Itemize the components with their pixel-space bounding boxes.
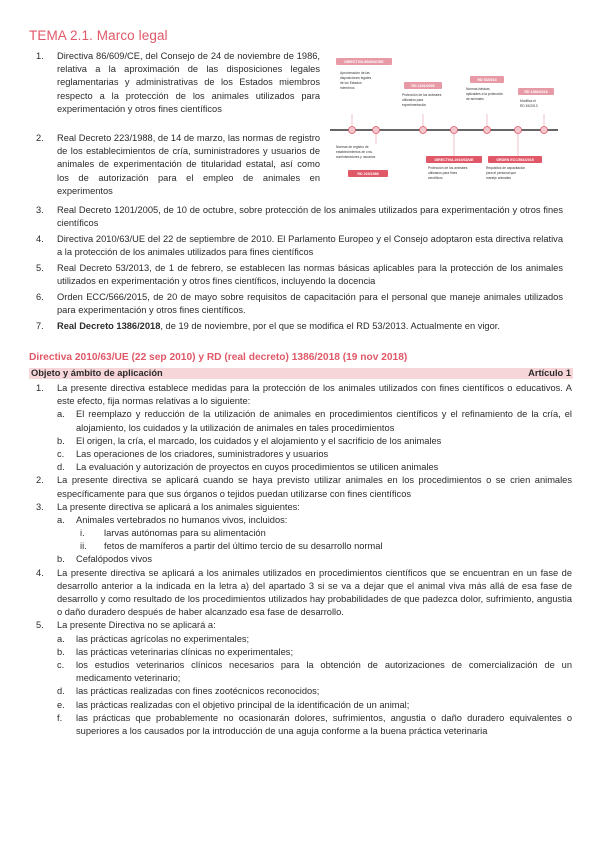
law-text: Directiva 2010/63/UE del 22 de septiembre de 2010. El Parlamento Europeo y el Consejo adoptaron esta directiva relativa a la protección de los animales utilizados para fines científicos	[57, 234, 563, 258]
law-title-bold: Real Decreto 1386/2018	[57, 321, 161, 331]
svg-text:RD 1386/2018: RD 1386/2018	[524, 90, 548, 94]
svg-text:Normas básicasaplicables a la: Normas básicas aplicables a la protección de animales	[466, 87, 504, 101]
section-bar-left: Objeto y ámbito de aplicación	[31, 368, 163, 378]
svg-text:DIRECTIVA 2010/63/UE: DIRECTIVA 2010/63/UE	[434, 158, 474, 162]
law-text: Orden ECC/566/2015, de 20 de mayo sobre requisitos de capacitación para el personal que maneje animales utilizados para experimentación y otros fines científicos.	[57, 292, 563, 316]
law-text: Directiva 86/609/CE, del Consejo de 24 de noviembre de 1986, relativa a la aproximación de las disposiciones legales reglamentarias y administrativas de los Estados miembros respecto a la protección de los animales utilizados para experimentación y otros fines científicos	[57, 51, 320, 114]
section-bar	[29, 368, 573, 379]
list-item: c. los estudios veterinarios clínicos necesarios para la obtención de autorizaciones de comercialización de un medicamento veterinario;	[57, 659, 572, 684]
sub-list	[57, 408, 572, 474]
list-item: 7. Real Decreto 1386/2018, de 19 de noviembre, por el que se modifica el RD 53/2013. Actualmente en vigor.	[36, 321, 500, 331]
svg-text:RD 1201/2005: RD 1201/2005	[411, 84, 435, 88]
svg-text:RD 53/2013: RD 53/2013	[477, 78, 497, 82]
section-bar-right: Artículo 1	[528, 368, 571, 378]
section-title: Directiva 2010/63/UE (22 sep 2010) y RD (real decreto) 1386/2018 (19 nov 2018)	[29, 352, 408, 363]
svg-text:RD 223/1988: RD 223/1988	[357, 172, 379, 176]
list-item: e. las prácticas realizadas con el objetivo principal de la identificación de un animal;	[57, 699, 410, 710]
article-body	[36, 382, 572, 738]
svg-text:Requisitos de capacitaciónpara: Requisitos de capacitación para el personal que maneje animales	[486, 166, 526, 180]
list-item: b. las prácticas veterinarias clínicas no experimentales;	[57, 646, 294, 657]
list-item: a. las prácticas agrícolas no experimentales;	[57, 633, 250, 644]
law-text: Real Decreto 53/2013, de 1 de febrero, se establecen las normas básicas aplicables para la protección de los animales utilizados en experimentación y otros fines científicos, incluyendo la docencia	[57, 263, 563, 287]
list-item: 2. Real Decreto 223/1988, de 14 de marzo, las normas de registro de los establecimientos de cría, suministradores y usuarios de animales de experimentación de titularidad estatal, así como los de autorización para el empleo de animales en experimentos	[36, 133, 320, 196]
legislation-list	[36, 50, 563, 333]
list-item: d. La evaluación y autorización de proyectos en cuyos procedimientos se utilicen animales	[57, 462, 439, 473]
list-item: i. larvas autónomas para su alimentación	[80, 528, 266, 539]
svg-text:DIRECTIVA 86/609/CEE: DIRECTIVA 86/609/CEE	[344, 60, 384, 64]
list-item: ii. fetos de mamíferos a partir del último tercio de su desarrollo normal	[80, 541, 383, 552]
list-item: 4. Directiva 2010/63/UE del 22 de septiembre de 2010. El Parlamento Europeo y el Consejo adoptaron esta directiva relativa a la protección de los animales utilizados para fines científicos	[36, 234, 563, 258]
page-title: TEMA 2.1. Marco legal	[29, 28, 168, 43]
list-item: 5. Real Decreto 53/2013, de 1 de febrero, se establecen las normas básicas aplicables para la protección de los animales utilizados en experimentación y otros fines científicos, incluyendo la docencia	[36, 263, 563, 287]
svg-text:Protección de los animalesutil: Protección de los animales utilizados para fines científicos	[428, 166, 468, 180]
svg-text:Protección de los animalesutil: Protección de los animales utilizados para experimentación	[402, 93, 442, 107]
list-item: 3. Real Decreto 1201/2005, de 10 de octubre, sobre protección de los animales utilizados para experimentación y otros fines científicos	[36, 205, 563, 229]
article-paragraph: 4. La presente directiva se aplicará a los animales utilizados en procedimientos científicos que se encuentran en un fase de desarrollo anterior a la indicada en la letra a) del apartado 3 si se va a dejar que el animal viva más allá de esa fase de desarrollo y como resultado de los procedimientos utilizados hay probabilidades de que padezca dolor, sufrimiento, angustia o daño duradero después de haber alcanzado esa fase de desarrollo.	[36, 567, 572, 618]
list-item: 1. Directiva 86/609/CE, del Consejo de 24 de noviembre de 1986, relativa a la aproximación de las disposiciones legales reglamentarias y administrativas de los Estados miembros respecto a la protección de los animales utilizados para experimentación y otros fines científicos	[36, 51, 320, 114]
list-item: a. Animales vertebrados no humanos vivos, incluidos: i. larvas autónomas para su alimentación ii. fetos de mamíferos a partir del último tercio de su desarrollo normal	[57, 514, 572, 554]
sub-list	[57, 514, 572, 567]
svg-text:ORDEN ECC/566/2015: ORDEN ECC/566/2015	[496, 158, 534, 162]
list-item: 6. Orden ECC/566/2015, de 20 de mayo sobre requisitos de capacitación para el personal que maneje animales utilizados para experimentación y otros fines científicos.	[36, 292, 563, 316]
list-item: b. Cefalópodos vivos	[57, 554, 152, 565]
sub-list	[57, 633, 572, 739]
article-paragraph: 3. La presente directiva se aplicará a los animales siguientes: a. Animales vertebrados no humanos vivos, incluidos: i. larvas autónomas para su alimentación ii. fetos de mamíferos a partir del último tercio de su desarrollo normal b. Cefalópodos vivos	[36, 501, 572, 567]
law-text: Real Decreto 1201/2005, de 10 de octubre, sobre protección de los animales utilizados para experimentación y otros fines científicos	[57, 205, 563, 229]
sub-sub-list	[76, 527, 572, 553]
list-item: b. El origen, la cría, el marcado, los cuidados y el alojamiento y el sacrificio de los animales	[57, 435, 442, 446]
law-text: , de 19 de noviembre, por el que se modifica el RD 53/2013. Actualmente en vigor.	[160, 321, 500, 331]
svg-text:Aproximación de lasdisposicion: Aproximación de las disposiciones legales de los Estados miembros	[340, 71, 372, 90]
law-text: Real Decreto 223/1988, de 14 de marzo, las normas de registro de los establecimientos de cría, suministradores y usuarios de animales de experimentación de titularidad estatal, así como los de autorización para el empleo de animales en experimentos	[57, 133, 320, 196]
svg-text:Normas de registro deestableci: Normas de registro de establecimientos de cría, suministradores y usuarios	[336, 145, 376, 159]
svg-text:Modifica elRD 53/2013: Modifica el RD 53/2013	[520, 99, 538, 108]
list-item: d. las prácticas realizadas con fines zootécnicos reconocidos;	[57, 686, 320, 697]
article-paragraph: 2. La presente directiva se aplicará cuando se haya previsto utilizar animales en los procedimientos o se crien animales específicamente para que sus órganos o tejidos puedan utilizarse con fines científicos	[36, 475, 572, 499]
list-item: a. El reemplazo y reducción de la utilización de animales en procedimientos científicos y el refinamiento de la cría, el alojamiento, los cuidados y la utilización de animales en tales procedimientos	[57, 409, 572, 433]
list-item: f. las prácticas que probablemente no ocasionarán dolores, sufrimientos, angustia o daño duradero equivalentes o superiores a los causados por la introducción de una aguja conforme a la buena práctica veterinaria	[57, 712, 572, 736]
article-paragraph: 1. La presente directiva establece medidas para la protección de los animales utilizados con fines científicos o educativos. A este efecto, fija normas relativas a lo siguiente: a. El reemplazo y reducción de la utilización de animales en procedimientos científicos y el refinamiento de la cría, el alojamiento, los cuidados y la utilización de animales en tales procedimientos b. El origen, la cría, el marcado, los cuidados y el alojamiento y el sacrificio de los animales c. Las operaciones de los criadores, suministradores y usuarios d. La evaluación y autorización de proyectos en cuyos procedimientos se utilicen animales	[36, 382, 572, 474]
list-item: c. Las operaciones de los criadores, suministradores y usuarios	[57, 448, 329, 459]
article-paragraph: 5. La presente Directiva no se aplicará a: a. las prácticas agrícolas no experimentales; b. las prácticas veterinarias clínicas no experimentales; c. los estudios veterinarios clínicos necesarios para la obtención de autorizaciones de comercialización de un medicamento veterinario; d. las prácticas realizadas con fines zootécnicos reconocidos; e. las prácticas realizadas con el objetivo principal de la identificación de un animal; f. las prácticas que probablemente no ocasionarán dolores, sufrimientos, angustia o daño duradero equivalentes o superiores a los causados por la introducción de una aguja conforme a la buena práctica veterinaria	[36, 619, 572, 738]
